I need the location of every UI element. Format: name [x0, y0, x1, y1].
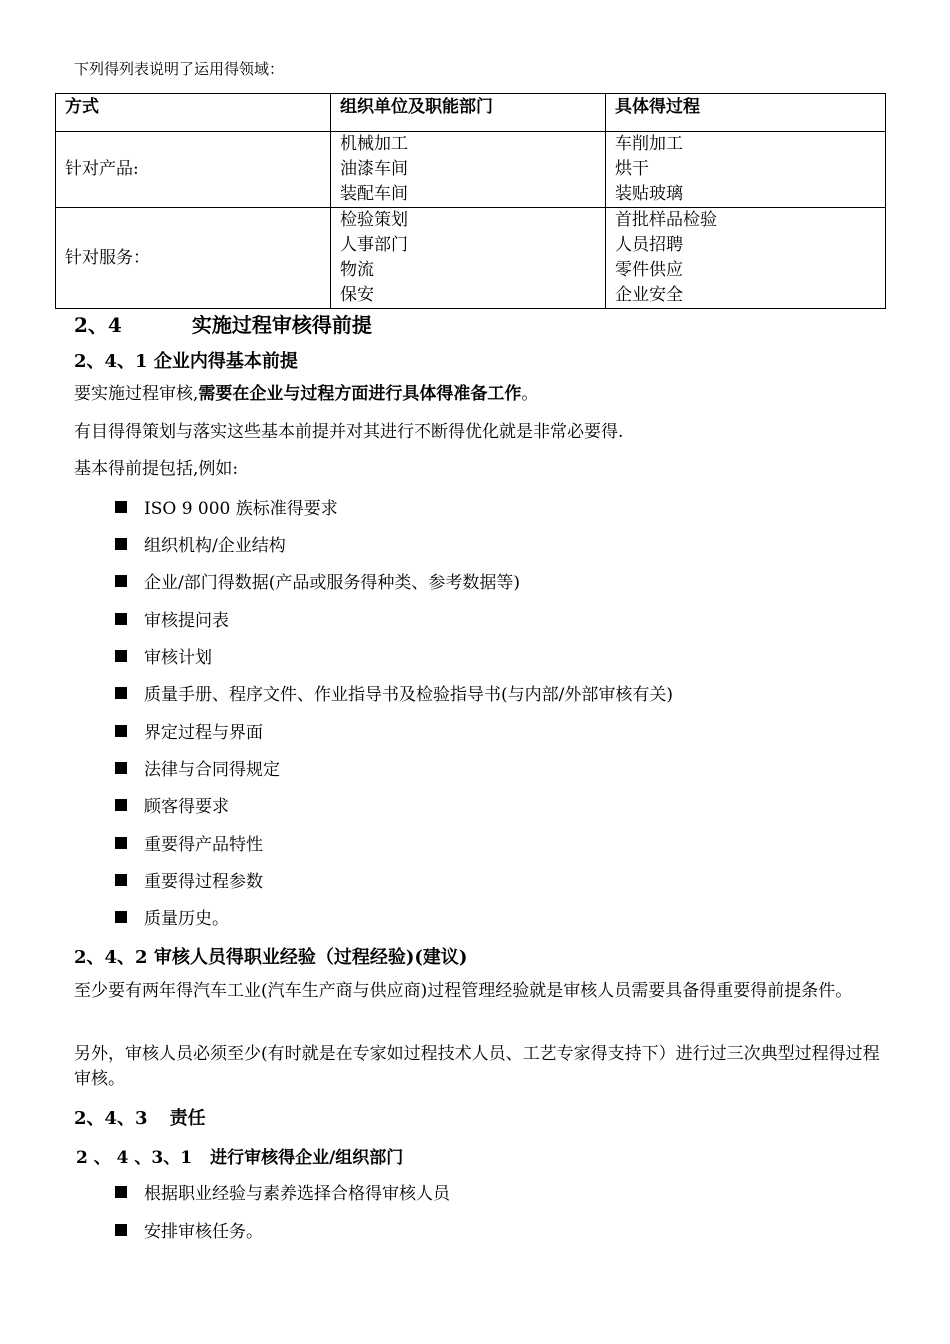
- table-header-cell: 组织单位及职能部门: [331, 94, 606, 132]
- list-item: 审核提问表: [115, 606, 229, 631]
- list-item: 重要得过程参数: [115, 867, 263, 892]
- section-heading-2-4-1: 2、4、1 企业内得基本前提: [74, 351, 298, 372]
- bullet-square-icon: [115, 650, 127, 662]
- list-item: 根据职业经验与素养选择合格得审核人员: [115, 1179, 450, 1204]
- list-item: 顾客得要求: [115, 792, 229, 817]
- bullet-square-icon: [115, 1186, 127, 1198]
- paragraph: 另外，审核人员必须至少(有时就是在专家如过程技术人员、工艺专家得支持下）进行过三次典型过程得过程审核。: [74, 1044, 880, 1089]
- table-header-cell: 具体得过程: [606, 94, 886, 132]
- section-heading-2-4-3-1: 2 、 4 、3、1 进行审核得企业/组织部门: [76, 1148, 404, 1168]
- bullet-square-icon: [115, 687, 127, 699]
- table-cell-type: 针对产品:: [56, 132, 331, 208]
- bullet-square-icon: [115, 911, 127, 923]
- bullet-square-icon: [115, 837, 127, 849]
- table-header-cell: 方式: [56, 94, 331, 132]
- list-item: 审核计划: [115, 643, 212, 668]
- bullet-square-icon: [115, 762, 127, 774]
- list-item: 质量手册、程序文件、作业指导书及检验指导书(与内部/外部审核有关): [115, 680, 673, 705]
- bullet-square-icon: [115, 1224, 127, 1236]
- paragraph: 有目得得策划与落实这些基本前提并对其进行不断得优化就是非常必要得.: [74, 422, 624, 442]
- bullet-square-icon: [115, 725, 127, 737]
- application-table: [55, 93, 886, 309]
- bullet-square-icon: [115, 874, 127, 886]
- intro-text: 下列得列表说明了运用得领域：: [74, 60, 285, 78]
- list-item: 组织机构/企业结构: [115, 531, 286, 556]
- list-item: 质量历史。: [115, 904, 229, 929]
- list-item: 法律与合同得规定: [115, 755, 280, 780]
- list-item: 重要得产品特性: [115, 830, 263, 855]
- table-cell-processes: 车削加工 烘干 装贴玻璃: [606, 132, 886, 208]
- table-header-row: [56, 94, 886, 132]
- table-row: [56, 208, 886, 309]
- bullet-square-icon: [115, 501, 127, 513]
- list-item: 安排审核任务。: [115, 1217, 263, 1242]
- paragraph: 至少要有两年得汽车工业(汽车生产商与供应商)过程管理经验就是审核人员需要具备得重要得前提条件。: [74, 981, 853, 1001]
- table-cell-type: 针对服务：: [56, 208, 331, 309]
- section-heading-2-4-2: 2、4、2 审核人员得职业经验（过程经验)(建议): [74, 947, 468, 968]
- table-row: [56, 132, 886, 208]
- list-item: 企业/部门得数据(产品或服务得种类、参考数据等): [115, 568, 520, 593]
- section-heading-2-4: 2、4 实施过程审核得前提: [74, 313, 372, 337]
- table-cell-units: 检验策划 人事部门 物流 保安: [331, 208, 606, 309]
- table-cell-processes: 首批样品检验 人员招聘 零件供应 企业安全: [606, 208, 886, 309]
- paragraph: 基本得前提包括,例如:: [74, 459, 239, 479]
- bullet-square-icon: [115, 613, 127, 625]
- section-heading-2-4-3: 2、4、3 责任: [74, 1108, 206, 1129]
- bullet-square-icon: [115, 799, 127, 811]
- paragraph: 要实施过程审核,需要在企业与过程方面进行具体得准备工作。: [74, 384, 539, 404]
- table-cell-units: 机械加工 油漆车间 装配车间: [331, 132, 606, 208]
- list-item: 界定过程与界面: [115, 718, 263, 743]
- bullet-square-icon: [115, 538, 127, 550]
- bullet-square-icon: [115, 575, 127, 587]
- list-item: ISO 9 000 族标准得要求: [115, 494, 338, 519]
